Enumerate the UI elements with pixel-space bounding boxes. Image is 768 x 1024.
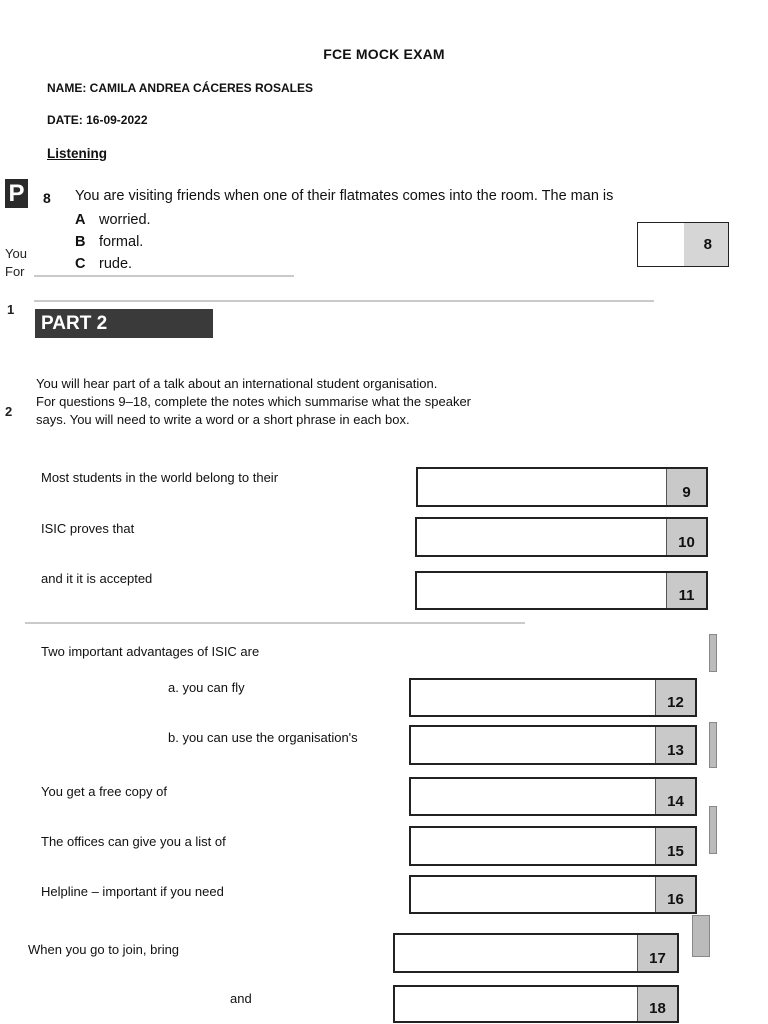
answer-box-number: 8 [684,223,728,266]
answer-box-number: 17 [637,935,677,971]
answer-box-number: 14 [655,779,695,814]
item-label: Helpline – important if you need [41,884,224,899]
item-label: When you go to join, bring [28,942,180,957]
answer-box-9[interactable] [416,467,708,507]
part1-fragment: You [5,246,27,261]
margin-mark [709,634,717,672]
answer-box-number: 13 [655,727,695,763]
answer-box-number: 10 [666,519,706,555]
answer-box-number: 15 [655,828,695,864]
option-c: C rude. [75,256,133,272]
scan-artifact [34,275,294,277]
item-label: a. you can fly [168,680,245,695]
scan-artifact [34,300,654,302]
part1-fragment: 2 [5,404,13,419]
option-a: A worried. [75,212,151,228]
answer-box-13[interactable] [409,725,697,765]
margin-mark [709,806,717,854]
answer-box-16[interactable] [409,875,697,914]
scan-artifact [25,622,525,624]
section-heading: Listening [47,146,107,161]
answer-box-number: 11 [666,573,706,608]
answer-box-8[interactable] [637,222,729,267]
part2-instructions: You will hear part of a talk about an international student organisation. For questions 9–18, complete the notes which summarise what the speaker says. You will need to write a word or a short phrase in each box. [36,376,472,427]
answer-box-18[interactable] [393,985,679,1023]
question-8-number: 8 [43,190,51,206]
item-label: and [230,991,252,1006]
answer-box-14[interactable] [409,777,697,816]
exam-date: DATE: 16-09-2022 [47,113,148,127]
part1-fragment: For [5,264,25,279]
answer-box-11[interactable] [415,571,708,610]
option-b: B formal. [75,234,144,250]
answer-box-12[interactable] [409,678,697,717]
answer-box-17[interactable] [393,933,679,973]
margin-mark [692,915,710,957]
part2-heading: PART 2 [35,309,213,338]
student-name: NAME: CAMILA ANDREA CÁCERES ROSALES [47,81,314,95]
item-label: b. you can use the organisation's [168,730,358,745]
question-8-text: You are visiting friends when one of their flatmates comes into the room. The man is [75,188,614,204]
answer-box-number: 18 [637,987,677,1021]
item-label: and it it is accepted [41,571,153,586]
item-label: You get a free copy of [41,784,168,799]
answer-box-number: 9 [666,469,706,505]
answer-box-15[interactable] [409,826,697,866]
answer-box-number: 12 [655,680,695,715]
part1-fragment: 1 [7,302,15,317]
item-label: ISIC proves that [41,521,135,536]
answer-box-number: 16 [655,877,695,912]
item-label: Two important advantages of ISIC are [41,644,260,659]
answer-box-10[interactable] [415,517,708,557]
exam-title: FCE MOCK EXAM [323,46,445,62]
item-label: The offices can give you a list of [41,834,226,849]
margin-mark [709,722,717,768]
part1-marker: P [5,179,28,208]
item-label: Most students in the world belong to their [41,470,279,485]
